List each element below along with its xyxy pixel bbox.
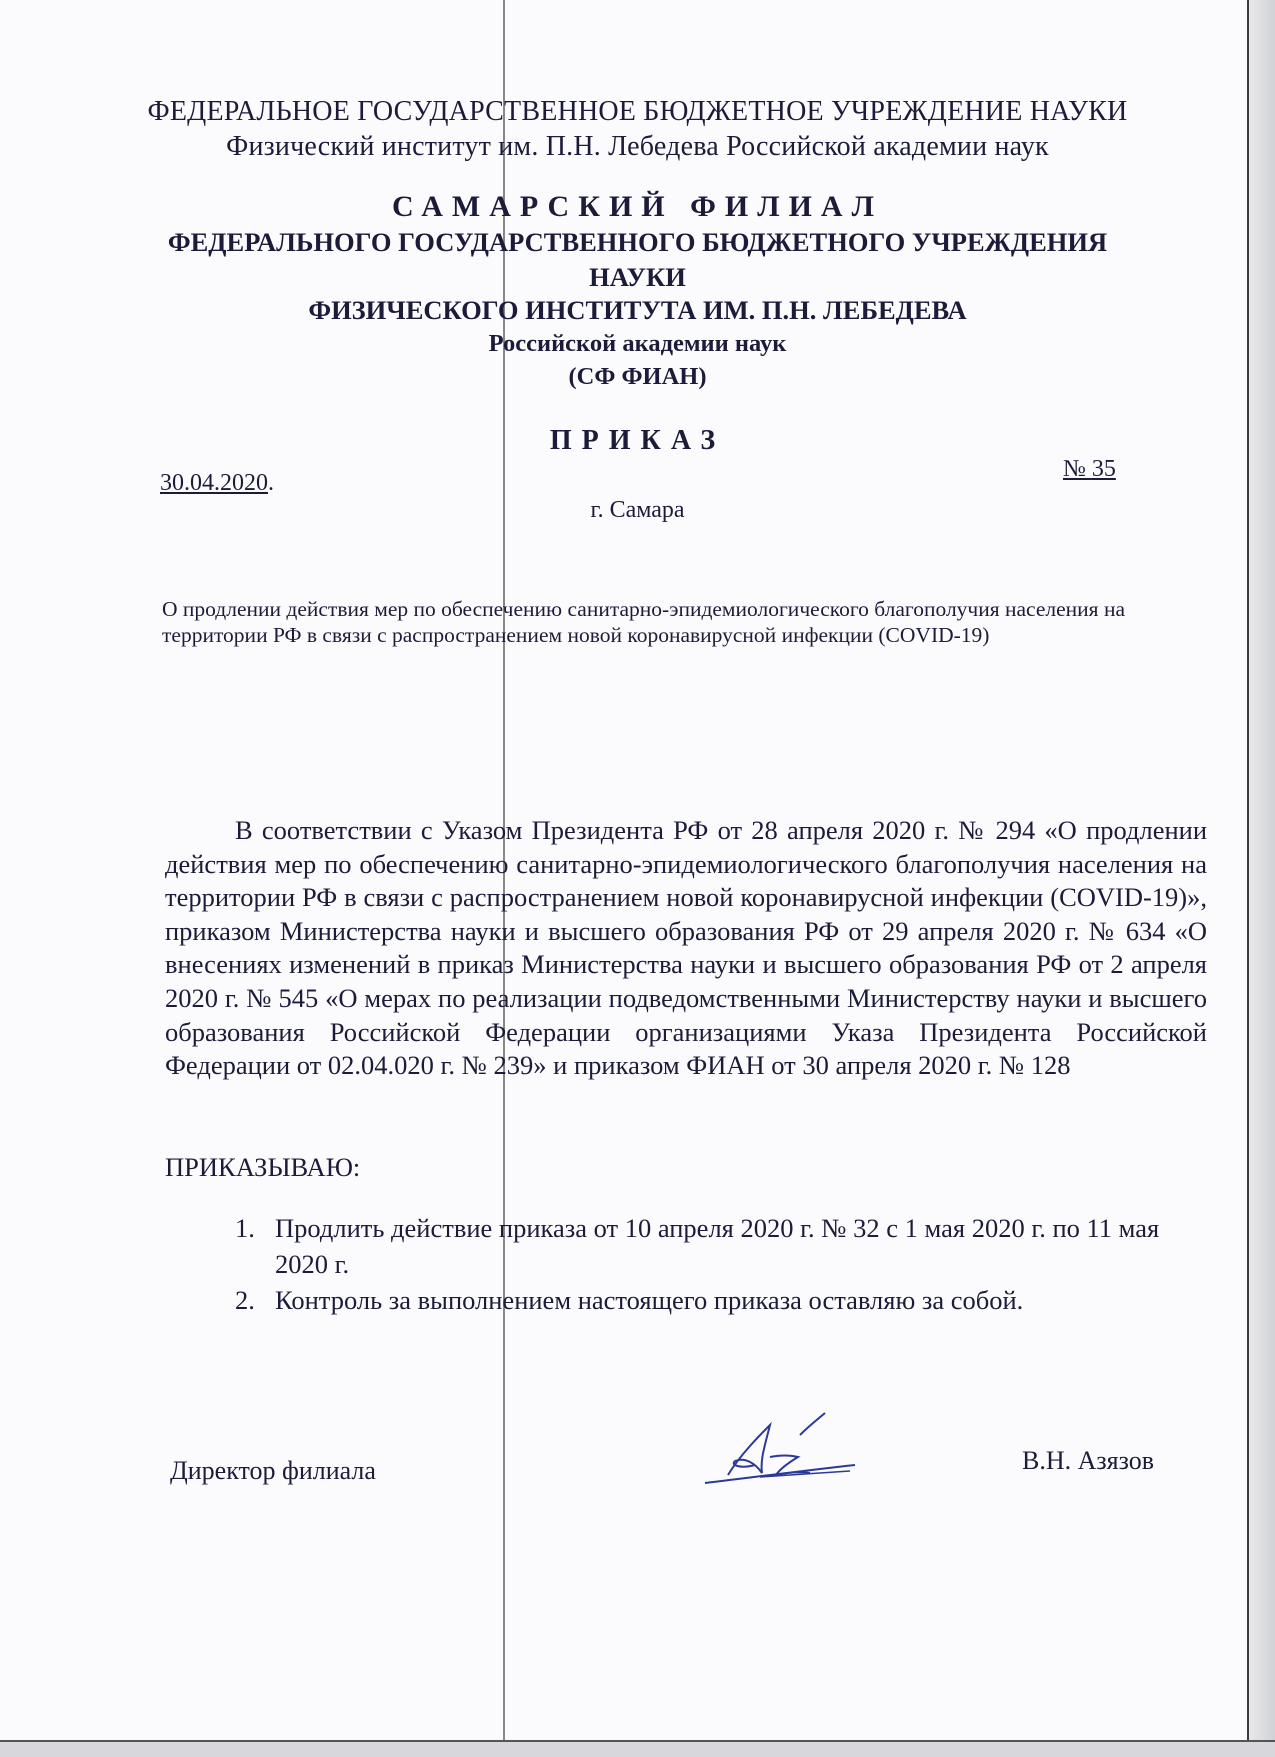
header-line-2: Физический институт им. П.Н. Лебедева Российской академии наук: [226, 131, 1049, 162]
order-date: [160, 470, 274, 497]
order-item-text: Контроль за выполнением настоящего приказа оставляю за собой.: [275, 1285, 1024, 1315]
order-items: [235, 1210, 1210, 1318]
order-item-number: 1.: [235, 1213, 255, 1243]
order-item: [235, 1282, 1210, 1318]
order-title: ПРИКАЗ: [549, 425, 726, 456]
order-item: [235, 1210, 1210, 1282]
signature-position: Директор филиала: [170, 1456, 376, 1485]
branch-line-1: ФЕДЕРАЛЬНОГО ГОСУДАРСТВЕННОГО БЮДЖЕТНОГО УЧРЕЖДЕНИЯ: [167, 227, 1108, 257]
order-number-value: 35: [1091, 456, 1116, 482]
order-item-number: 2.: [235, 1285, 255, 1315]
order-subject: О продлении действия мер по обеспечению санитарно-эпидемиологического благополучия населения на территории РФ в связи с распространением новой коронавирусной инфекции (COVID-19): [162, 597, 1125, 647]
header-line-1: ФЕДЕРАЛЬНОЕ ГОСУДАРСТВЕННОЕ БЮДЖЕТНОЕ УЧРЕЖДЕНИЕ НАУКИ: [147, 96, 1128, 127]
order-word: ПРИКАЗЫВАЮ:: [165, 1152, 361, 1182]
branch-line-5: (СФ ФИАН): [568, 363, 707, 390]
scan-edge-bottom: [0, 1740, 1275, 1757]
order-number-prefix: №: [1063, 456, 1092, 482]
order-date-value: 30.04.2020: [160, 470, 268, 496]
branch-line-3: ФИЗИЧЕСКОГО ИНСТИТУТА ИМ. П.Н. ЛЕБЕДЕВА: [308, 295, 967, 325]
order-body-paragraph: В соответствии с Указом Президента РФ от 28 апреля 2020 г. № 294 «О продлении действия мер по обеспечению санитарно-эпидемиологического благополучия населения на территории РФ в связи с распространением новой коронавирусной инфекции (COVID-19)», приказом Министерства науки и высшего образования РФ от 29 апреля 2020 г. № 634 «О внесениях изменений в приказ Министерства науки и высшего образования РФ от 2 апреля 2020 г. № 545 «О мерах по реализации подведомственными Министерству науки и высшего образования Российской Федерации организациями Указа Президента Российской Федерации от 02.04.020 г. № 239» и приказом ФИАН от 30 апреля 2020 г. № 128: [165, 815, 1207, 1081]
order-body: [165, 814, 1207, 1083]
handwritten-signature: [700, 1405, 860, 1495]
signature-name: В.Н. Азязов: [1022, 1446, 1155, 1475]
order-city: г. Самара: [590, 497, 685, 523]
order-number: [1063, 456, 1116, 483]
order-date-suffix: .: [268, 470, 274, 496]
order-item-text: Продлить действие приказа от 10 апреля 2020 г. № 32 с 1 мая 2020 г. по 11 мая 2020 г.: [275, 1213, 1160, 1279]
branch-line-4: Российской академии наук: [488, 330, 787, 357]
branch-title: САМАРСКИЙ ФИЛИАЛ: [392, 190, 883, 223]
branch-line-2: НАУКИ: [589, 262, 686, 292]
